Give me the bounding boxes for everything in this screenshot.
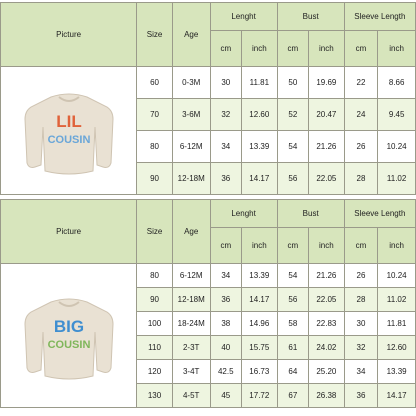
cell-sleeve-cm: 34 <box>344 360 378 384</box>
cell-sleeve-cm: 28 <box>344 288 378 312</box>
cell-size: 60 <box>137 67 173 99</box>
cell-bust-cm: 64 <box>277 360 308 384</box>
cell-size: 80 <box>137 264 173 288</box>
cell-bust-inch: 21.26 <box>309 131 345 163</box>
cell-bust-inch: 21.26 <box>309 264 345 288</box>
size-table-lil-cousin <box>0 2 416 195</box>
cell-sleeve-inch: 12.60 <box>378 336 416 360</box>
cell-length-cm: 38 <box>210 312 241 336</box>
cell-length-inch: 14.17 <box>242 288 278 312</box>
subheader-length-cm: cm <box>210 228 241 264</box>
header-size: Size <box>137 3 173 67</box>
product-image-cell <box>1 67 137 195</box>
cell-length-cm: 36 <box>210 163 241 195</box>
subheader-length-inch: inch <box>242 31 278 67</box>
table-row <box>1 264 416 288</box>
cell-length-cm: 45 <box>210 384 241 408</box>
cell-size: 120 <box>137 360 173 384</box>
subheader-bust-cm: cm <box>277 31 308 67</box>
sweater-word-2: COUSIN <box>47 338 90 351</box>
cell-sleeve-cm: 26 <box>344 264 378 288</box>
cell-sleeve-cm: 30 <box>344 312 378 336</box>
cell-bust-cm: 56 <box>277 288 308 312</box>
cell-bust-inch: 22.05 <box>309 163 345 195</box>
cell-age: 12-18M <box>172 288 210 312</box>
cell-sleeve-inch: 10.24 <box>378 264 416 288</box>
subheader-sleeve-cm: cm <box>344 228 378 264</box>
cell-length-inch: 11.81 <box>242 67 278 99</box>
cell-age: 3-4T <box>172 360 210 384</box>
cell-length-inch: 12.60 <box>242 99 278 131</box>
cell-bust-inch: 19.69 <box>309 67 345 99</box>
cell-length-inch: 13.39 <box>242 264 278 288</box>
header-age: Age <box>172 200 210 264</box>
cell-bust-cm: 56 <box>277 163 308 195</box>
cell-bust-cm: 54 <box>277 264 308 288</box>
cell-bust-cm: 61 <box>277 336 308 360</box>
cell-sleeve-cm: 22 <box>344 67 378 99</box>
header-picture: Picture <box>1 200 137 264</box>
cell-length-inch: 13.39 <box>242 131 278 163</box>
cell-length-inch: 17.72 <box>242 384 278 408</box>
cell-size: 70 <box>137 99 173 131</box>
cell-sleeve-inch: 13.39 <box>378 360 416 384</box>
sweater-lil-cousin-image <box>21 83 117 179</box>
cell-length-cm: 36 <box>210 288 241 312</box>
cell-age: 18-24M <box>172 312 210 336</box>
cell-length-cm: 32 <box>210 99 241 131</box>
header-size: Size <box>137 200 173 264</box>
cell-bust-cm: 52 <box>277 99 308 131</box>
subheader-sleeve-inch: inch <box>378 31 416 67</box>
cell-length-inch: 14.96 <box>242 312 278 336</box>
cell-age: 6-12M <box>172 131 210 163</box>
cell-bust-inch: 22.83 <box>309 312 345 336</box>
product-image-cell <box>1 264 137 408</box>
cell-sleeve-cm: 26 <box>344 131 378 163</box>
cell-sleeve-inch: 11.81 <box>378 312 416 336</box>
subheader-sleeve-inch: inch <box>378 228 416 264</box>
header-picture: Picture <box>1 3 137 67</box>
cell-bust-cm: 54 <box>277 131 308 163</box>
cell-bust-cm: 58 <box>277 312 308 336</box>
cell-length-cm: 34 <box>210 264 241 288</box>
cell-length-cm: 42.5 <box>210 360 241 384</box>
cell-length-inch: 16.73 <box>242 360 278 384</box>
subheader-bust-inch: inch <box>309 228 345 264</box>
cell-sleeve-inch: 8.66 <box>378 67 416 99</box>
subheader-bust-cm: cm <box>277 228 308 264</box>
cell-length-cm: 40 <box>210 336 241 360</box>
cell-size: 80 <box>137 131 173 163</box>
cell-size: 90 <box>137 288 173 312</box>
cell-age: 2-3T <box>172 336 210 360</box>
cell-age: 0-3M <box>172 67 210 99</box>
cell-bust-inch: 20.47 <box>309 99 345 131</box>
cell-sleeve-inch: 10.24 <box>378 131 416 163</box>
sweater-big-cousin-image <box>21 288 117 384</box>
cell-sleeve-cm: 32 <box>344 336 378 360</box>
cell-length-inch: 15.75 <box>242 336 278 360</box>
header-length: Lenght <box>210 3 277 31</box>
subheader-length-inch: inch <box>242 228 278 264</box>
cell-age: 12-18M <box>172 163 210 195</box>
cell-size: 100 <box>137 312 173 336</box>
cell-age: 4-5T <box>172 384 210 408</box>
cell-bust-inch: 25.20 <box>309 360 345 384</box>
header-sleeve-length: Sleeve Length <box>344 200 415 228</box>
cell-bust-cm: 67 <box>277 384 308 408</box>
sweater-word-2: COUSIN <box>47 133 90 146</box>
cell-bust-inch: 22.05 <box>309 288 345 312</box>
cell-bust-inch: 24.02 <box>309 336 345 360</box>
header-length: Lenght <box>210 200 277 228</box>
size-table-big-cousin <box>0 199 416 408</box>
cell-length-cm: 34 <box>210 131 241 163</box>
header-bust: Bust <box>277 3 344 31</box>
cell-length-cm: 30 <box>210 67 241 99</box>
subheader-bust-inch: inch <box>309 31 345 67</box>
cell-bust-cm: 50 <box>277 67 308 99</box>
cell-size: 110 <box>137 336 173 360</box>
cell-sleeve-cm: 36 <box>344 384 378 408</box>
cell-sleeve-inch: 9.45 <box>378 99 416 131</box>
subheader-length-cm: cm <box>210 31 241 67</box>
sweater-word-1: BIG <box>53 316 84 336</box>
cell-bust-inch: 26.38 <box>309 384 345 408</box>
header-age: Age <box>172 3 210 67</box>
cell-size: 90 <box>137 163 173 195</box>
cell-sleeve-inch: 14.17 <box>378 384 416 408</box>
cell-age: 6-12M <box>172 264 210 288</box>
cell-size: 130 <box>137 384 173 408</box>
cell-length-inch: 14.17 <box>242 163 278 195</box>
cell-sleeve-inch: 11.02 <box>378 163 416 195</box>
cell-age: 3-6M <box>172 99 210 131</box>
cell-sleeve-inch: 11.02 <box>378 288 416 312</box>
cell-sleeve-cm: 28 <box>344 163 378 195</box>
subheader-sleeve-cm: cm <box>344 31 378 67</box>
cell-sleeve-cm: 24 <box>344 99 378 131</box>
header-bust: Bust <box>277 200 344 228</box>
table-row <box>1 67 416 99</box>
sweater-word-1: LIL <box>55 111 82 131</box>
header-sleeve-length: Sleeve Length <box>344 3 415 31</box>
